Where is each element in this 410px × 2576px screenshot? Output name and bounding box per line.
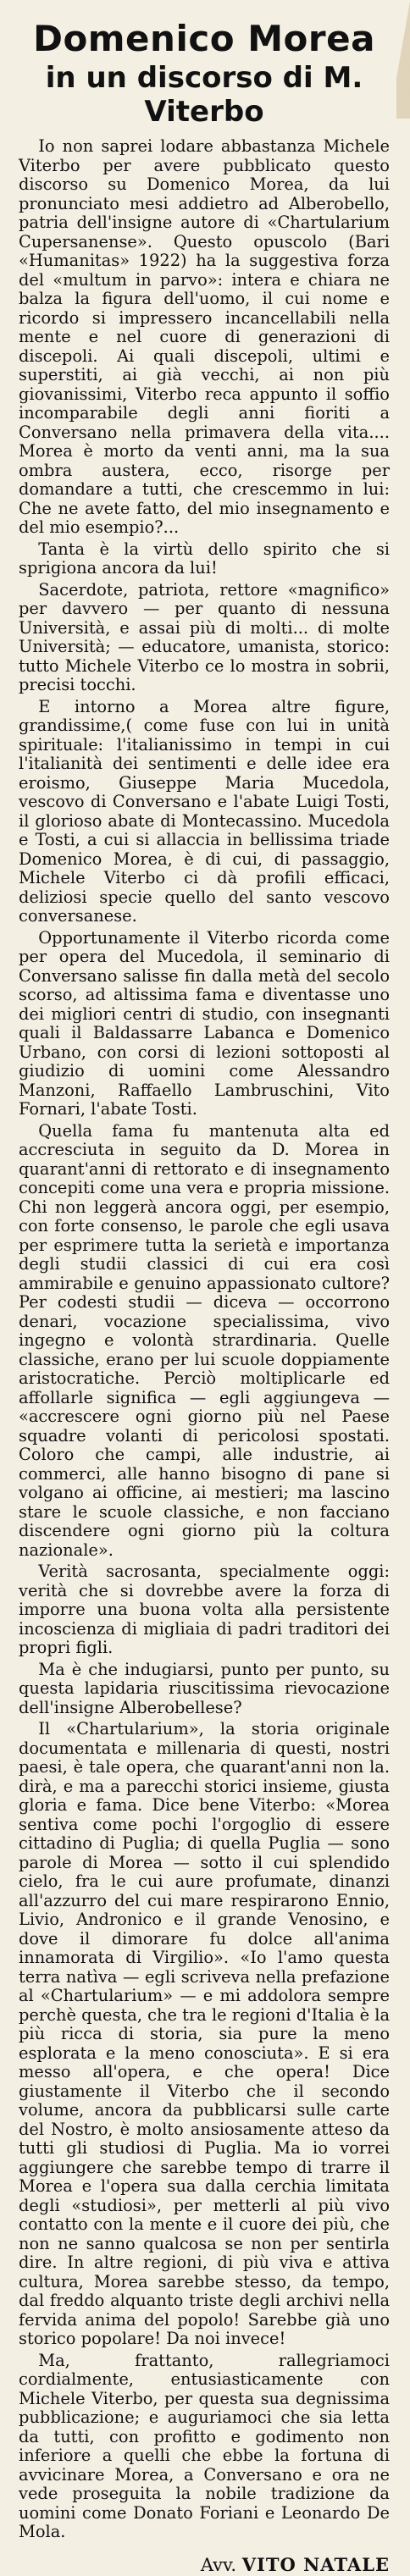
article-subtitle: in un discorso di M. Viterbo	[45, 61, 363, 129]
paragraph: Opportunamente il Viterbo ricorda come per opera del Mucedola, il seminario di Conversano salisse fin dalla metà del secolo scorso, ad altissima fama e diventasse uno dei migliori centri di studio, con insegnanti quali il Baldassarre Labanca e Domenico Urbano, con corsi di lezioni sottoposti al giudizio di uomini come Alessandro Manzoni, Raffaello Lambruschini, Vito Fornari, l'abate Tosti.	[19, 927, 390, 1119]
paragraph: Il «Chartularium», la storia originale documentata e millenaria di questi, nostri paesi, è tale opera, che quarant'anni non la. dirà, e ma a parecchi storici insieme, giusta gloria e fama. Dice bene Viterbo: «Morea sentiva come pochi l'orgoglio di essere cittadino di Puglia; di quella Puglia — sono parole di Morea — sotto il cui splendido cielo, fra le cui aure profumate, dinanzi all'azzurro del cui mare respirarono Ennio, Livio, Andronico e il grande Venosino, e dove il dimorare fu dolce all'anima innamorata di Virgilio». «Io l'amo questa terra natìva — egli scriveva nella prefazione al «Chartularium» — e mi addolora sempre perchè questa, che tra le regioni d'Italia è la più ricca di storia, sia pure la meno esplorata e la meno conosciuta». E si era messo all'opera, e che opera! Dice giustamente il Viterbo che il secondo volume, ancora da pubblicarsi sulle carte del Nostro, è molto ansiosamente atteso da tutti gli studiosi di Puglia. Ma io vorrei aggiungere che sarebbe tempo di trarre il Morea e l'opera sua dalla cerchia limitata degli «studiosi», per metterli al più vivo contatto con la mente e il cuore dei più, che non ne sanno qualcosa se non per sentirla dire. In altre regioni, di più viva e attiva cultura, Morea sarebbe stesso, da tempo, dal freddo alquanto triste degli archivi nella fervida anima del popolo! Sarebbe già uno storico popolare! Da noi invece!	[19, 1719, 390, 2348]
signature-prefix: Avv.	[200, 2554, 237, 2575]
paper-edge	[396, 0, 410, 119]
author-signature	[19, 2554, 390, 2576]
paragraph: Sacerdote, patriota, rettore «magnifico» per davvero — per quanto di nessuna Università, e assai più di molti... di molte Università; — educatore, umanista, storico: tutto Michele Viterbo ce lo mostra in sobrii, precisi tocchi.	[19, 579, 390, 694]
paragraph: E intorno a Morea altre figure, grandissime,( come fuse con lui in unità spirituale: l'italianissimo in tempi in cui l'italianità dei sentimenti e delle idee era eroismo, Giuseppe Maria Mucedola, vescovo di Conversano e l'abate Luigi Tosti, il glorioso abate di Montecassino. Mucedola e Tosti, a cui si allaccia in bellissima triade Domenico Morea, è di cui, di passaggio, Michele Viterbo ci dà profili efficaci, deliziosi specie quello del santo vescovo conversanese.	[19, 696, 390, 926]
signature-name: VITO NATALE	[241, 2553, 390, 2575]
paragraph: Tanta è la virtù dello spirito che si sprigiona ancora da lui!	[19, 539, 390, 578]
article-title: Domenico Morea	[33, 18, 375, 59]
paragraph: Verità sacrosanta, specialmente oggi: verità che si dovrebbe avere la forza di imporre una buona volta alla persistente incoscienza di migliaia di padri traditori dei propri figli.	[19, 1562, 390, 1657]
paragraph: Quella fama fu mantenuta alta ed accresciuta in seguito da D. Morea in quarant'anni di rettorato e di insegnamento concepiti come una vera e propria missione. Chi non leggerà ancora oggi, per esempio, con forte consenso, le parole che egli usava per esprimere tutta la serietà e importanza degli studii classici di cui era così ammirabile e genuino appassionato cultore? Per codesti studii — diceva — occorrono denari, vocazione specialissima, vivo ingegno e volontà strardinaria. Quelle classiche, erano per lui scuole doppiamente aristocratiche. Perciò moltiplicarle ed affollarle significa — egli aggiungeva — «accrescere ogni giorno più nel Paese squadre volanti di pericolosi spostati. Coloro che campi, alle industrie, ai commerci, alle hanno bisogno di pane si volgano ai officine, ai mestieri; ma lascino stare le scuole classiche, e non facciano discendere ogni giorno più la coltura nazionale».	[19, 1120, 390, 1560]
paragraph: Ma è che indugiarsi, punto per punto, su questa lapidaria riuscitissima rievocazione dell'insigne Alberobellese?	[19, 1659, 390, 1717]
paragraph: Ma, frattanto, rallegriamoci cordialmente, entusiasticamente con Michele Viterbo, per questa sua degnissima pubblicazione; e auguriamoci che sia letta da tutti, con profitto e godimento non inferiore a quelli che ebbe la fortuna di avvicinare Morea, a Conversano e ora ne vede proseguita la nobile tradizione da uomini come Donato Foriani e Leonardo De Mola.	[19, 2350, 390, 2541]
article-body	[19, 137, 390, 2542]
paragraph: Io non saprei lodare abbastanza Michele Viterbo per avere pubblicato questo discorso su Domenico Morea, da lui pronunciato mesi addietro ad Alberobello, patria dell'insigne autore di «Chartularium Cupersanense». Questo opuscolo (Bari «Humanitas» 1922) ha la suggestiva forza del «multum in parvo»: intera e chiara ne balza la figura dell'uomo, il cui nome e ricordo si impressero incancellabili nella mente e nel cuore di generazioni di discepoli. Ai quali discepoli, ultimi e superstiti, ai già vecchi, ai non più giovanissimi, Viterbo reca appunto il soffio incomparabile degli anni fioriti a Conversano nella primavera della vita.... Morea è morto da venti anni, ma la sua ombra austera, ecco, risorge per domandare a tutti, che crescemmo in lui: Che ne avete fatto, del mio insegnamento e del mio esempio?...	[19, 136, 390, 537]
